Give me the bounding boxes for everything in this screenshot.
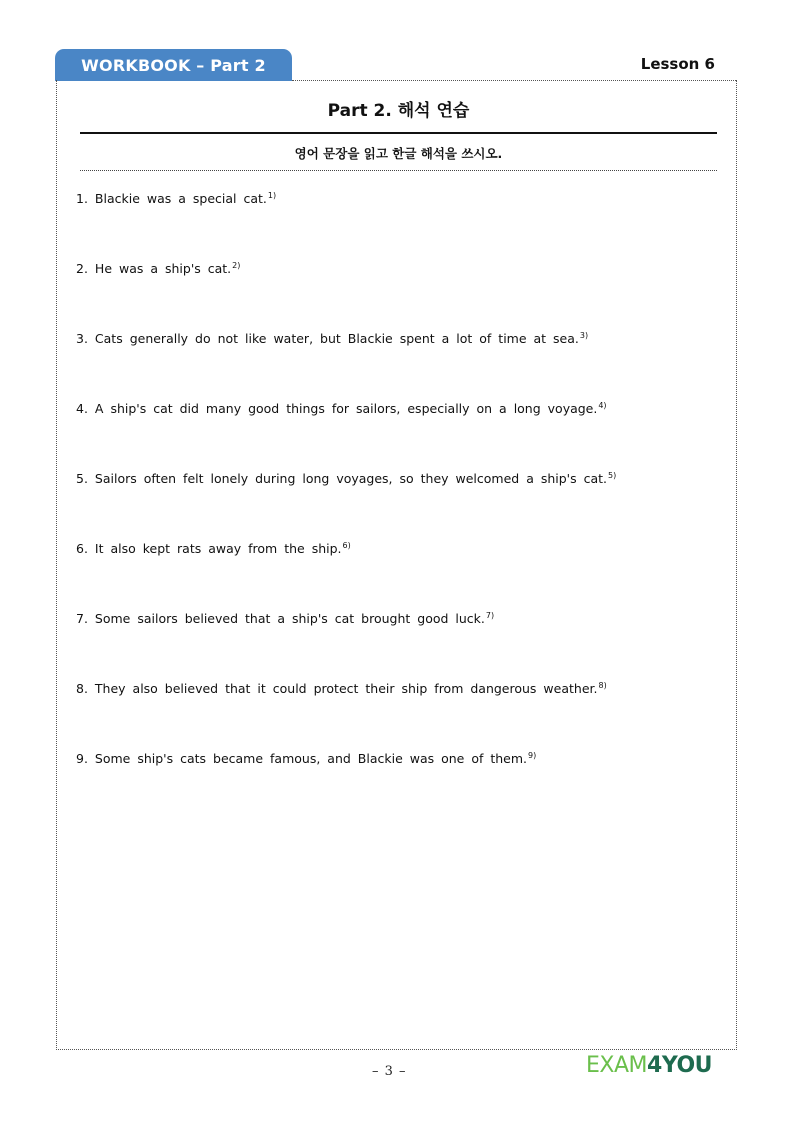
question-text: A ship's cat did many good things for sailors, especially on a long voyage. (94, 401, 598, 416)
footnote-ref: 4) (598, 401, 607, 410)
question-number: 6. (76, 541, 88, 556)
exam4you-logo (586, 1053, 712, 1078)
footnote-ref: 2) (232, 261, 241, 270)
workbook-part-tab (55, 49, 292, 81)
question-number: 4. (76, 401, 88, 416)
question-item (76, 607, 716, 677)
question-item (76, 327, 716, 397)
page-number: – 3 – (372, 1064, 407, 1079)
workbook-part-label: WORKBOOK – Part 2 (81, 55, 266, 75)
footnote-ref: 5) (608, 471, 617, 480)
question-text: Blackie was a special cat. (94, 191, 267, 206)
footnote-ref: 9) (528, 751, 537, 760)
question-number: 3. (76, 331, 88, 346)
question-list (76, 187, 716, 817)
question-text: It also kept rats away from the ship. (94, 541, 342, 556)
footnote-ref: 6) (342, 541, 351, 550)
question-item (76, 187, 716, 257)
question-number: 2. (76, 261, 88, 276)
question-item (76, 467, 716, 537)
question-text: He was a ship's cat. (94, 261, 232, 276)
instruction-text: 영어 문장을 읽고 한글 해석을 쓰시오. (294, 146, 503, 161)
lesson-label: Lesson 6 (640, 55, 715, 73)
footnote-ref: 7) (485, 611, 495, 620)
section-title: Part 2. 해석 연습 (327, 101, 470, 121)
instruction-divider (80, 170, 717, 171)
question-item (76, 677, 716, 747)
question-text: Cats generally do not like water, but Blackie spent a lot of time at sea. (94, 331, 579, 346)
title-divider (80, 132, 717, 134)
footnote-ref: 1) (267, 191, 277, 200)
logo-part-exam: EXAM (586, 1053, 648, 1078)
question-number: 7. (76, 611, 88, 626)
question-text: Sailors often felt lonely during long voyages, so they welcomed a ship's cat. (94, 471, 608, 486)
question-number: 1. (76, 191, 88, 206)
question-number: 5. (76, 471, 88, 486)
question-text: Some ship's cats became famous, and Blackie was one of them. (94, 751, 528, 766)
footnote-ref: 3) (579, 331, 589, 340)
footnote-ref: 8) (598, 681, 607, 690)
logo-part-4you: 4YOU (647, 1053, 713, 1078)
question-item (76, 747, 716, 817)
question-item (76, 397, 716, 467)
question-text: Some sailors believed that a ship's cat brought good luck. (94, 611, 485, 626)
question-number: 9. (76, 751, 88, 766)
question-text: They also believed that it could protect their ship from dangerous weather. (94, 681, 598, 696)
question-item (76, 257, 716, 327)
question-item (76, 537, 716, 607)
question-number: 8. (76, 681, 88, 696)
